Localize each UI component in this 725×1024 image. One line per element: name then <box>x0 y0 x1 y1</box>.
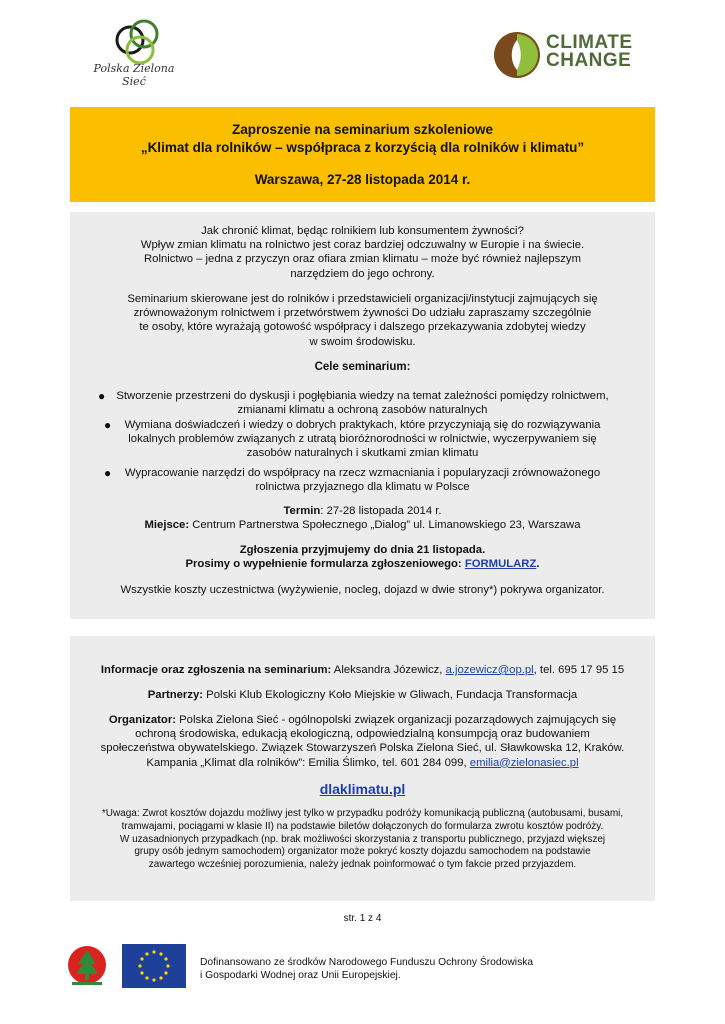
contact-info-line: Informacje oraz zgłoszenia na seminarium: Aleksandra Józewicz, a.jozewicz@op.pl, tel. 695 17 95 15 <box>100 664 625 676</box>
deadline-line: Zgłoszenia przyjmujemy do dnia 21 listopada. <box>239 544 486 556</box>
note-line: W uzasadnionych przypadkach (np. brak możliwości skorzystania z transportu publicznego, przyjazd większej <box>119 833 606 845</box>
goal-line: zmianami klimatu a ochroną zasobów naturalnych <box>237 404 488 417</box>
goal-line: Stworzenie przestrzeni do dyskusji i pogłębiania wiedzy na temat zależności pomiędzy rolnictwem, <box>116 390 609 402</box>
eu-flag-icon <box>122 944 186 988</box>
website-link-wrap <box>80 781 645 797</box>
goal-line: lokalnych problemów związanych z utratą bioróżnorodności w rolnictwie, wyczerpywaniem się <box>128 433 597 446</box>
funding-line: Dofinansowano ze środków Narodowego Funduszu Ochrony Środowiska <box>200 957 534 968</box>
bullet-icon: ● <box>104 418 112 432</box>
bullet-icon: ● <box>98 389 106 403</box>
note-line: grupy osób jednym samochodem) organizator może pokryć koszty dojazdu samochodem na podstawie <box>134 846 591 858</box>
form-line: Prosimy o wypełnienie formularza zgłoszeniowego: FORMULARZ. <box>185 558 540 571</box>
registration-info <box>80 543 645 571</box>
note-paragraph <box>78 808 647 872</box>
form-link[interactable]: FORMULARZ <box>464 558 537 571</box>
banner-line1: Zaproszenie na seminarium szkoleniowe <box>231 122 494 137</box>
organizer-paragraph <box>80 713 645 770</box>
climate-change-logo-text <box>546 34 633 70</box>
date-place <box>80 504 645 532</box>
website-link[interactable]: dlaklimatu.pl <box>319 781 406 797</box>
org-line: społeczeństwa obywatelskiego. Związek Stowarzyszeń Polska Zielona Sieć, ul. Sławkowska 12, Kraków. <box>100 742 625 755</box>
target-line: Seminarium skierowane jest do rolników i przedstawicieli organizacji/instytucji zajmujących się <box>127 293 598 305</box>
intro-line: narzędziem do jego ochrony. <box>290 267 435 280</box>
miejsce-line: Miejsce: Centrum Partnerstwa Społecznego „Dialog” ul. Limanowskiego 23, Warszawa <box>144 519 581 532</box>
org-line: Organizator: Polska Zielona Sieć - ogólnopolski związek organizacji pozarządowych zajmujących się <box>108 714 617 726</box>
target-line: zrównoważonym rolnictwem i przetwórstwem żywności Do udziału zapraszamy szczególnie <box>133 307 592 320</box>
partners-line: Partnerzy: Polski Klub Ekologiczny Koło Miejskie w Gliwach, Fundacja Transformacja <box>147 689 578 701</box>
goals-heading: Cele seminarium: <box>314 361 411 373</box>
contact-email-link[interactable]: a.jozewicz@op.pl <box>445 664 534 676</box>
goal-item <box>80 389 645 417</box>
cc-line2: CHANGE <box>546 50 632 71</box>
target-line: w swoim środowisku. <box>309 335 416 348</box>
target-line: te osoby, które wyrażają gotowość współpracy i dalszego przekazywania zdobytej wiedzy <box>139 321 586 334</box>
title-banner <box>70 107 655 202</box>
goal-item <box>80 466 645 494</box>
funding-note <box>200 956 580 982</box>
climate-change-emblem-icon <box>492 30 542 80</box>
left-logo-text: Polska Zielona Sieć <box>93 62 175 88</box>
banner-line3: Warszawa, 27-28 listopada 2014 r. <box>254 172 471 187</box>
org-line: Kampania „Klimat dla rolników”: Emilia Ślimko, tel. 601 284 099, emilia@zielonasiec.pl <box>146 756 579 769</box>
termin-line: Termin: 27-28 listopada 2014 r. <box>283 505 442 517</box>
intro-paragraph <box>80 224 645 281</box>
note-line: zawartego wcześniej porozumienia, należy jednak poinformować o tym fakcie przed przyjazdem. <box>148 859 577 871</box>
target-paragraph <box>80 292 645 349</box>
note-line: tramwajami, pociągami w klasie II) na podstawie biletów dołączonych do formularza zwrotu kosztów podróży. <box>121 820 604 832</box>
bullet-icon: ● <box>104 466 112 480</box>
cc-line1: CLIMATE <box>546 32 633 53</box>
intro-line: Rolnictwo – jedna z przyczyn oraz ofiara zmian klimatu – może być również najlepszym <box>144 253 581 266</box>
intro-line: Wpływ zmian klimatu na rolnictwo jest coraz bardziej odczuwalny w Europie i na świecie. <box>140 239 585 252</box>
org-line: ochroną środowiska, edukacją ekologiczną, odpowiedzialną konsumpcją oraz budowaniem <box>135 728 590 741</box>
page-number: str. 1 z 4 <box>343 913 382 924</box>
note-line: *Uwaga: Zwrot kosztów dojazdu możliwy jest tylko w przypadku podróży komunikacją publiczną (autobusami, busami, <box>101 808 624 819</box>
costs-line: Wszystkie koszty uczestnictwa (wyżywienie, nocleg, dojazd w dwie strony*) pokrywa organizator. <box>120 584 605 596</box>
goal-line: rolnictwa przyjaznego dla klimatu w Polsce <box>255 481 470 494</box>
goal-line: Wymiana doświadczeń i wiedzy o dobrych praktykach, które przyczyniają się do rozwiązywania <box>124 419 601 431</box>
campaign-email-link[interactable]: emilia@zielonasiec.pl <box>469 756 579 769</box>
banner-line2: „Klimat dla rolników – współpraca z korzyścią dla rolników i klimatu” <box>140 140 585 155</box>
nfosigw-logo-icon <box>66 944 108 988</box>
goal-line: zasobów naturalnych i skutkami zmian klimatu <box>246 447 479 460</box>
goal-item <box>80 418 645 461</box>
funding-line: i Gospodarki Wodnej oraz Unii Europejskiej. <box>200 970 401 981</box>
intro-line: Jak chronić klimat, będąc rolnikiem lub konsumentem żywności? <box>201 225 524 237</box>
goal-line: Wypracowanie narzędzi do współpracy na rzecz wzmacniania i popularyzacji zrównoważonego <box>124 467 601 479</box>
